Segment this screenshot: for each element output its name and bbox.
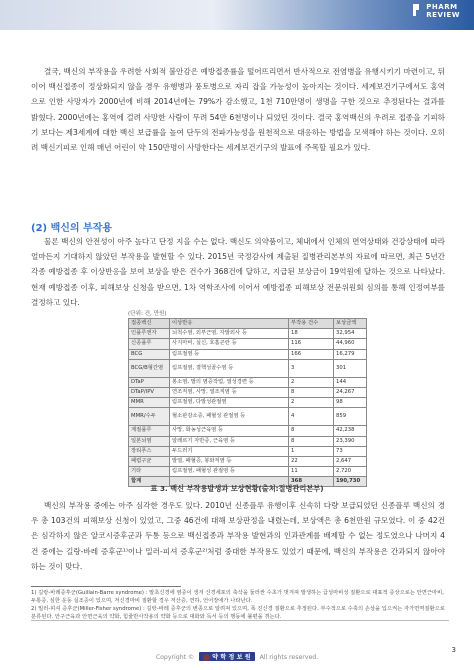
footer-divider <box>31 620 449 621</box>
table-cell: 144 <box>334 377 367 387</box>
body-paragraph-2: 물론 백신의 안전성이 아주 높다고 단정 지을 수는 없다. 백신도 의약품이고, 체내에서 인체의 면역상태와 건강상태에 따라 얼마든지 기대하지 않았던 부작용을 발현할 수 있다. 2015년 국정감사에 제출된 질병관리본부의 자료에 따르면, 최근 5년간 각종 예방접종 후 이상반응을 보여 보상을 받은 건수가 368건에 달하고, 지급된 보상금이 19억원에 달하는 것으로 나타났다. 현재 예방접종 이후, 피해보상 신청을 받으면, 1차 역학조사에 이어서 예방접종 피해보상 전문위원회 심의를 통해 인정여부를 결정하고 있다. <box>31 237 445 307</box>
table-cell: 2,720 <box>334 467 367 477</box>
table-row <box>129 387 367 397</box>
table-cell: 8 <box>289 426 334 436</box>
table-row <box>129 339 367 349</box>
table-cell: MMR/수두 <box>129 408 170 426</box>
table-cell: 사망, 화농성근육염 등 <box>170 426 289 436</box>
table-header-cell: 보상금액 <box>334 319 367 329</box>
table-cell: BCG/B형간염 <box>129 359 170 377</box>
table-cell: 8 <box>289 387 334 397</box>
vaccine-side-effect-table <box>128 318 367 487</box>
logo-text-line2: REVIEW <box>426 11 460 19</box>
table-row <box>129 408 367 426</box>
table-header-cell: 부작용 건수 <box>289 319 334 329</box>
table-cell: 32,954 <box>334 329 367 339</box>
table-cell: MMR <box>129 398 170 408</box>
body-paragraph-3: 백신의 부작용 중에는 아주 심각한 경우도 있다. 2010년 신종플루 유행이후 신속히 다량 보급되었던 신종플루 백신의 경우 총 103건의 피해보상 신청이 있었고, 그중 46건에 대해 보상판정을 내렸는데, 보상액은 총 6천만원 규모였다. 이 중 42건은 심각하지 않은 알코시증후군과 두통 등으로 백신접종과 부작용 발현과의 인과관계를 배제할 수 없는 정도였으나 나머지 4건 중에는 길랑-바레 증후군¹⁾이나 밀러-피셔 증후군²⁾처럼 중대한 부작용도 있었기 때문에, 백신의 부작용은 간과되지 않아야 하는 것이 맞다. <box>31 501 445 571</box>
organization-badge <box>199 652 255 661</box>
table-cell: 장티푸스 <box>129 446 170 456</box>
table-cell: 2 <box>289 398 334 408</box>
table-row <box>129 436 367 446</box>
body-paragraph-1: 결국, 백신의 부작용을 우려한 사회적 불안감은 예방접종률을 떨어뜨리면서 반사적으로 전염병을 유행시키기 마련이고, 뒤이어 백신접종이 정상화되지 않을 경우 유행병과 풍토병으로 자리 잡을 가능성이 높아지는 것이다. 세계보건기구에서도 홍역으로 인한 사망자가 2000년에 비해 2014년에는 79%가 감소했고, 1천 710만명이 생명을 구한 것으로 추정된다는 결과를 밝혔다. 2000년에는 홍역에 걸려 사망한 사람이 무려 54만 6천명이나 되었던 것이다. 결국 홍역백신의 우려로 접종을 기피하기 보다는 제3세계에 대한 백신 보급률을 높여 단두의 전파가능성을 원천적으로 대응하는 방법을 모색해야 하는 것이다. 오히려 백신기피로 인해 매년 어린이 약 150만명이 사망한다는 세계보건기구의 발표에 주목할 필요가 있다. <box>31 67 445 153</box>
copyright-suffix: All rights reserved. <box>259 654 319 661</box>
table-cell: 44,960 <box>334 339 367 349</box>
table-cell: 림프절염, 결핵성골수염 등 <box>170 359 289 377</box>
table-cell: 두드러기 <box>170 446 289 456</box>
table-row <box>129 329 367 339</box>
table-cell: 1 <box>289 446 334 456</box>
table-cell: 일본뇌염 <box>129 436 170 446</box>
table-cell: 신종플루 <box>129 339 170 349</box>
table-cell: 발열, 패혈증, 봉와직염 등 <box>170 456 289 466</box>
table-cell: 116 <box>289 339 334 349</box>
table-cell: 인플루엔자 <box>129 329 170 339</box>
table-cell: 368 <box>289 477 334 487</box>
table-row <box>129 426 367 436</box>
copyright-prefix: Copyright © <box>155 654 195 661</box>
section-heading: (2) 백신의 부작용 <box>31 223 113 234</box>
table-row <box>129 349 367 359</box>
logo-text-line1: PHARM <box>426 3 458 11</box>
table-cell: BCG <box>129 349 170 359</box>
header-band <box>0 0 474 30</box>
table-cell: 3 <box>289 359 334 377</box>
table-cell: 73 <box>334 446 367 456</box>
table-row <box>129 359 367 377</box>
table-cell: 98 <box>334 398 367 408</box>
table-cell: 24,267 <box>334 387 367 397</box>
table-cell: 합계 <box>129 477 170 487</box>
table-cell: 22 <box>289 456 334 466</box>
table-cell: 42,238 <box>334 426 367 436</box>
table-cell: DTaP/IPV <box>129 387 170 397</box>
logo-mark-icon <box>411 3 421 17</box>
page-number: 3 <box>451 646 456 654</box>
table-row <box>129 377 367 387</box>
table-cell: 16,279 <box>334 349 367 359</box>
table-cell: 사지마비, 실신, 호흡곤란 등 <box>170 339 289 349</box>
table-cell: 166 <box>289 349 334 359</box>
table-cell: 8 <box>289 436 334 446</box>
table-cell: 림프절염, 패혈성 관절염 등 <box>170 467 289 477</box>
footnote-divider <box>31 586 181 587</box>
organization-name: 약 학 정 보 원 <box>212 654 251 661</box>
table-cell: 혈소판감소증, 패혈성 관절염 등 <box>170 408 289 426</box>
table-cell: 2,647 <box>334 456 367 466</box>
table-row <box>129 398 367 408</box>
table-cell: 11 <box>289 467 334 477</box>
table-unit-label: (단위: 건, 만원) <box>128 311 167 317</box>
table-header-cell: 접종백신 <box>129 319 170 329</box>
copyright-line <box>0 652 474 661</box>
table-cell: DTaP <box>129 377 170 387</box>
table-row <box>129 467 367 477</box>
table-cell: 림프절염, 다발성관절염 <box>170 398 289 408</box>
footnote-2: 2) 밀러-피셔 증후군(Miller-Fisher syndrome) : 길랑-바레 증후군의 변종으로 알려져 있으며, 폭 진신경 질환으로 추정된다. 부수적으로 수축의 손상을 입으켜는 자가면역질환으로 분류된다. 안구근육과 안면근육의 약화, 힘줄반사작용의 약화 등으로 대화와 독서 등의 행동에 불편을 겪는다. <box>31 606 445 621</box>
table-cell: 2 <box>289 377 334 387</box>
table-caption: 표 3. 백신 부작용발생과 보상현황(출처:질병관리본부) <box>150 484 324 493</box>
table-cell: 301 <box>334 359 367 377</box>
table-cell: 4 <box>289 408 334 426</box>
table-row <box>129 456 367 466</box>
table-header-row <box>129 319 367 329</box>
table-cell: 폐렴구균 <box>129 456 170 466</box>
table-cell: 계절플루 <box>129 426 170 436</box>
footnote-1: 1) 길랑-바레증후군(Guillain-Barre syndrome) : 말초신경에 염증이 생겨 신경세포의 축삭을 둘러싼 수초가 벗겨져 발생하는 급성마비성 질환으로 대표적 증상으로는 안면근마비, 두통증, 심한 운동 실조증이 있으며, 저신경마비 질환할 경우 저산증, 연하, 언어장애가 나타난다. <box>31 590 444 605</box>
table-cell: 859 <box>334 408 367 426</box>
table-cell: 기타 <box>129 467 170 477</box>
table-cell: 18 <box>289 329 334 339</box>
table-cell: 연조직염, 사망, 열조직염 등 <box>170 387 289 397</box>
table-cell: 뇌척수염, 외부근염, 자발외사 등 <box>170 329 289 339</box>
table-cell: 190,730 <box>334 477 367 487</box>
table-cell: 23,390 <box>334 436 367 446</box>
organization-seal-icon <box>203 654 210 661</box>
table-row <box>129 446 367 456</box>
table-header-cell: 이상반응 <box>170 319 289 329</box>
table-cell: 알레르기 자반증, 근육염 등 <box>170 436 289 446</box>
table-cell: 봉소염, 발의 염증작업, 열성경련 등 <box>170 377 289 387</box>
pharm-review-logo <box>411 3 460 19</box>
table-cell: 림프절염 등 <box>170 349 289 359</box>
